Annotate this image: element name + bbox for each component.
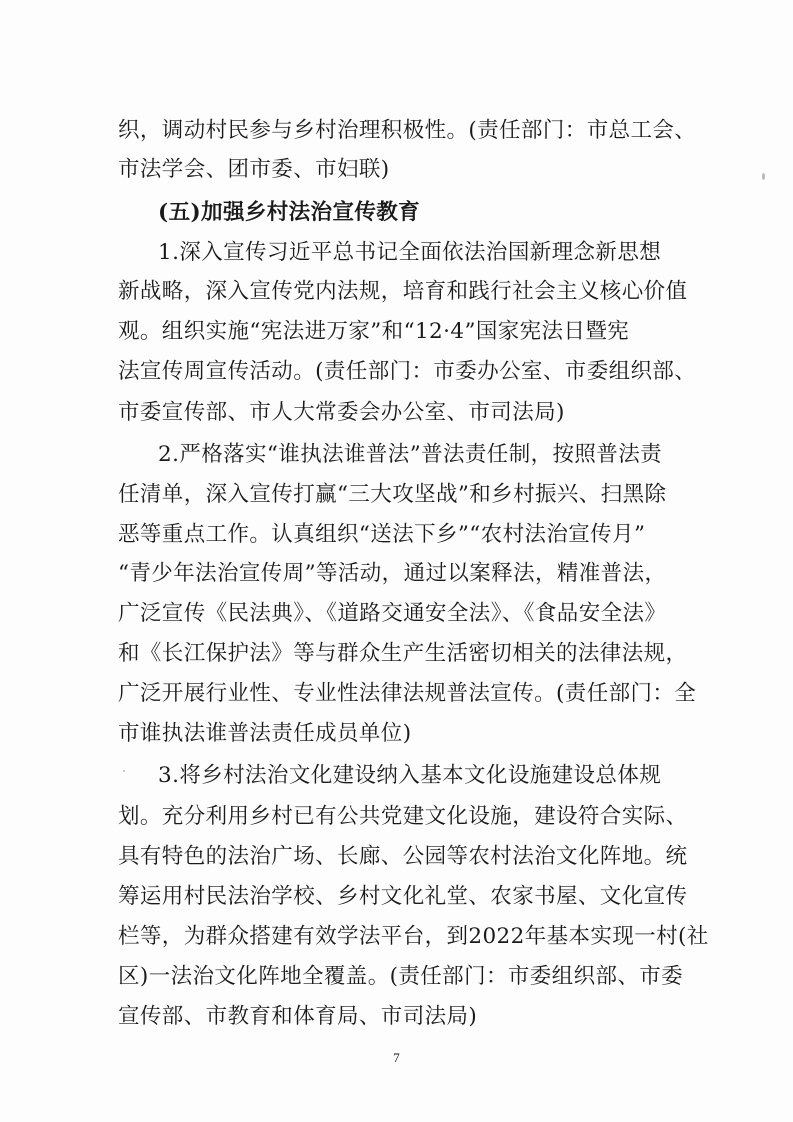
paragraph-line-20: 筹运用村民法治学校、乡村文化礼堂、农家书屋、文化宣传: [118, 884, 688, 909]
paragraph-line-8: 市委宣传部、市人大常委会办公室、市司法局): [118, 400, 565, 425]
paragraph-line-21: 栏等，为群众搭建有效学法平台，到2022年基本实现一村(社: [118, 924, 709, 949]
page-number: 7: [393, 1050, 400, 1065]
paragraph-line-4: 1.深入宣传习近平总书记全面依法治国新理念新思想: [158, 240, 662, 265]
paragraph-line-11: 恶等重点工作。认真组织“送法下乡”“农村法治宣传月”: [118, 522, 646, 547]
paragraph-line-17: 3.将乡村法治文化建设纳入基本文化设施建设总体规: [158, 763, 662, 788]
paragraph-line-16: 市谁执法谁普法责任成员单位): [118, 721, 412, 746]
paragraph-line-23: 宣传部、市教育和体育局、市司法局): [118, 1004, 478, 1029]
paragraph-line-6: 观。组织实施“宪法进万家”和“12·4”国家宪法日暨宪: [118, 319, 630, 344]
paragraph-line-13: 广泛宣传《民法典》、《道路交通安全法》、《食品安全法》: [118, 601, 667, 626]
scan-speck: [123, 770, 125, 772]
paragraph-line-5: 新战略，深入宣传党内法规，培育和践行社会主义核心价值: [118, 279, 688, 304]
scan-speck: [762, 173, 765, 180]
paragraph-line-9: 2.严格落实“谁执法谁普法”普法责任制，按照普法责: [158, 442, 662, 467]
paragraph-line-10: 任清单，深入宣传打赢“三大攻坚战”和乡村振兴、扫黑除: [118, 482, 667, 507]
paragraph-line-1: 织，调动村民参与乡村治理积极性。(责任部门：市总工会、: [118, 118, 697, 143]
paragraph-line-12: “青少年法治宣传周”等活动，通过以案释法，精准普法，: [118, 561, 667, 586]
paragraph-line-18: 划。充分利用乡村已有公共党建文化设施，建设符合实际、: [118, 804, 688, 829]
paragraph-line-14: 和《长江保护法》等与群众生产生活密切相关的法律法规，: [118, 641, 688, 666]
paragraph-line-22: 区)一法治文化阵地全覆盖。(责任部门：市委组织部、市委: [118, 964, 684, 989]
paragraph-line-15: 广泛开展行业性、专业性法律法规普法宣传。(责任部门：全: [118, 681, 697, 706]
paragraph-line-2: 市法学会、团市委、市妇联): [118, 157, 390, 182]
section-heading: (五)加强乡村法治宣传教育: [158, 200, 421, 225]
paragraph-line-7: 法宣传周宣传活动。(责任部门：市委办公室、市委组织部、: [118, 359, 697, 384]
paragraph-line-19: 具有特色的法治广场、长廊、公园等农村法治文化阵地。统: [118, 844, 688, 869]
